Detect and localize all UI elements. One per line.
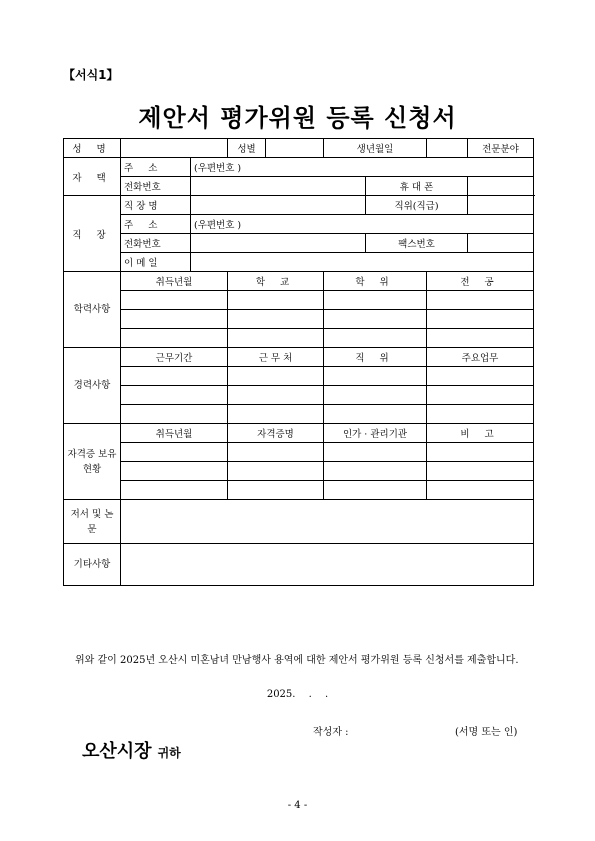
edu-cell[interactable] — [324, 291, 427, 310]
career-header-period: 근무기간 — [121, 348, 228, 367]
specialty-label: 전문분야 — [468, 139, 534, 158]
edu-cell[interactable] — [427, 310, 534, 329]
position-rank-field[interactable] — [468, 196, 534, 215]
edu-header-degree: 학 위 — [324, 272, 427, 291]
cert-header-name: 자격증명 — [228, 424, 324, 443]
career-cell[interactable] — [121, 405, 228, 424]
cert-cell[interactable] — [324, 462, 427, 481]
application-form-table — [63, 138, 534, 586]
other-label: 기타사항 — [64, 544, 121, 586]
edu-cell[interactable] — [121, 291, 228, 310]
career-header-workplace: 근 무 처 — [228, 348, 324, 367]
addressee-suffix: 귀하 — [157, 746, 181, 760]
addressee-name: 오산시장 — [82, 741, 152, 762]
work-address-field[interactable]: (우편번호 ) — [191, 215, 534, 234]
publications-label: 저서 및 논문 — [64, 500, 121, 544]
workplace-label: 직 장 명 — [121, 196, 191, 215]
work-address-label: 주 소 — [121, 215, 191, 234]
workplace-field[interactable] — [191, 196, 366, 215]
cert-cell[interactable] — [427, 443, 534, 462]
declaration-text: 위와 같이 2025년 오산시 미혼남녀 만남행사 용역에 대한 제안서 평가위원 등록 신청서를 제출합니다. — [75, 655, 519, 666]
career-cell[interactable] — [324, 405, 427, 424]
career-cell[interactable] — [121, 386, 228, 405]
cert-cell[interactable] — [427, 481, 534, 500]
document-title: 제안서 평가위원 등록 신청서 — [138, 103, 457, 132]
home-section-label: 자 택 — [64, 158, 121, 196]
email-label: 이 메 일 — [121, 253, 191, 272]
edu-header-date: 취득년월 — [121, 272, 228, 291]
work-phone-label: 전화번호 — [121, 234, 191, 253]
position-rank-label: 직위(직급) — [366, 196, 468, 215]
addressee — [82, 737, 181, 763]
form-label: 【서식1】 — [63, 68, 119, 82]
publications-field[interactable] — [121, 500, 534, 544]
cert-header-issuer: 인가 · 관리기관 — [324, 424, 427, 443]
gender-field[interactable] — [266, 139, 324, 158]
gender-label: 성별 — [228, 139, 266, 158]
career-cell[interactable] — [324, 386, 427, 405]
cert-cell[interactable] — [427, 462, 534, 481]
birth-field[interactable] — [427, 139, 468, 158]
edu-cell[interactable] — [228, 329, 324, 348]
career-cell[interactable] — [228, 367, 324, 386]
edu-cell[interactable] — [228, 291, 324, 310]
career-section-label: 경력사항 — [64, 348, 121, 424]
edu-cell[interactable] — [427, 291, 534, 310]
fax-label: 팩스번호 — [366, 234, 468, 253]
career-header-position: 직 위 — [324, 348, 427, 367]
signature-label: (서명 또는 인) — [455, 727, 518, 738]
certificates-section-label: 자격증 보유현황 — [64, 424, 121, 500]
edu-header-major: 전 공 — [427, 272, 534, 291]
education-section-label: 학력사항 — [64, 272, 121, 348]
cert-cell[interactable] — [324, 443, 427, 462]
cert-cell[interactable] — [228, 462, 324, 481]
home-phone-field[interactable] — [191, 177, 366, 196]
name-label: 성 명 — [64, 139, 121, 158]
career-cell[interactable] — [121, 367, 228, 386]
fax-field[interactable] — [468, 234, 534, 253]
career-cell[interactable] — [324, 367, 427, 386]
career-header-duties: 주요업무 — [427, 348, 534, 367]
birth-label: 생년월일 — [324, 139, 427, 158]
cert-cell[interactable] — [121, 462, 228, 481]
career-cell[interactable] — [228, 405, 324, 424]
cert-cell[interactable] — [121, 481, 228, 500]
page-number: - 4 - — [287, 800, 308, 811]
edu-cell[interactable] — [121, 329, 228, 348]
cert-header-remarks: 비 고 — [427, 424, 534, 443]
cert-cell[interactable] — [324, 481, 427, 500]
career-cell[interactable] — [427, 386, 534, 405]
career-cell[interactable] — [228, 386, 324, 405]
home-address-label: 주 소 — [121, 158, 191, 177]
edu-header-school: 학 교 — [228, 272, 324, 291]
cert-cell[interactable] — [228, 443, 324, 462]
work-phone-field[interactable] — [191, 234, 366, 253]
career-cell[interactable] — [427, 405, 534, 424]
home-phone-label: 전화번호 — [121, 177, 191, 196]
home-address-field[interactable]: (우편번호 ) — [191, 158, 534, 177]
work-section-label: 직 장 — [64, 196, 121, 272]
edu-cell[interactable] — [324, 329, 427, 348]
cert-cell[interactable] — [228, 481, 324, 500]
edu-cell[interactable] — [324, 310, 427, 329]
mobile-label: 휴 대 폰 — [366, 177, 468, 196]
other-field[interactable] — [121, 544, 534, 586]
career-cell[interactable] — [427, 367, 534, 386]
date-line: 2025. . . — [266, 689, 329, 700]
edu-cell[interactable] — [121, 310, 228, 329]
cert-cell[interactable] — [121, 443, 228, 462]
name-field[interactable] — [121, 139, 228, 158]
edu-cell[interactable] — [427, 329, 534, 348]
mobile-field[interactable] — [468, 177, 534, 196]
edu-cell[interactable] — [228, 310, 324, 329]
cert-header-date: 취득년월 — [121, 424, 228, 443]
email-field[interactable] — [191, 253, 534, 272]
writer-label: 작성자 : — [313, 727, 349, 738]
